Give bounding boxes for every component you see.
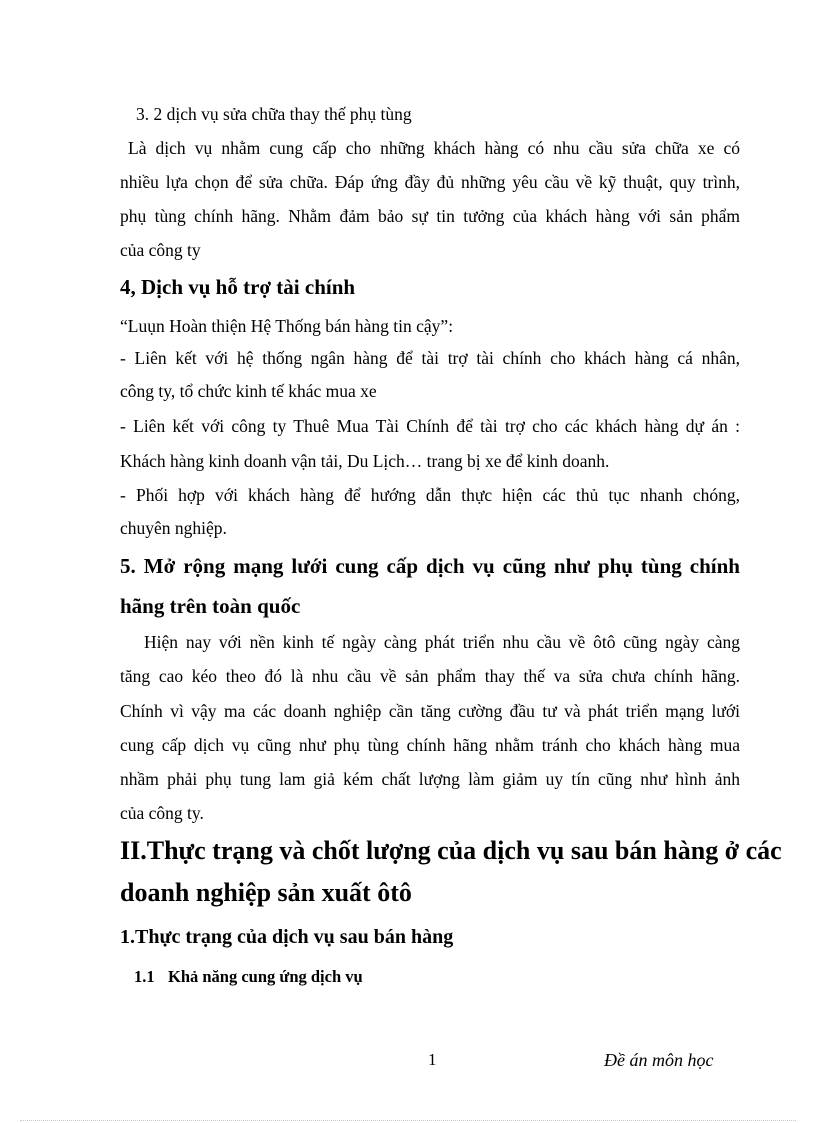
paragraph-line: chuyên nghiệp. bbox=[120, 518, 227, 538]
sub-heading: 1.Thực trạng của dịch vụ sau bán hàng bbox=[120, 926, 454, 948]
section-4-heading: 4, Dịch vụ hỗ trợ tài chính bbox=[120, 275, 356, 299]
chapter-2-heading-cont: doanh nghiệp sản xuất ôtô bbox=[120, 878, 412, 907]
page-number: 1 bbox=[428, 1050, 437, 1069]
paragraph-line: phụ tùng chính hãng. Nhằm đảm bảo sự tin tưởng của khách hàng với sản phẩm bbox=[120, 206, 740, 226]
page-separator bbox=[20, 1120, 796, 1121]
paragraph-line: Chính vì vậy ma các doanh nghiệp cần tăng cường đầu tư và phát triển mạng lưới bbox=[120, 701, 740, 721]
paragraph-line: Hiện nay với nền kinh tế ngày càng phát triển nhu cầu về ôtô cũng ngày càng bbox=[144, 632, 740, 652]
section-3-2-heading: 3. 2 dịch vụ sửa chữa thay thế phụ tùng bbox=[136, 104, 412, 124]
paragraph-line: nhầm phải phụ tung lam giả kém chất lượng làm giảm uy tín cũng như hình ảnh bbox=[120, 769, 740, 789]
paragraph-line: của công ty. bbox=[120, 803, 204, 823]
paragraph-line: Là dịch vụ nhằm cung cấp cho những khách hàng có nhu cầu sửa chữa xe có bbox=[128, 138, 740, 158]
sub-sub-heading: Khả năng cung ứng dịch vụ bbox=[168, 967, 363, 986]
paragraph-line: nhiều lựa chọn để sửa chữa. Đáp ứng đầy đủ những yêu cầu về kỹ thuật, quy trình, bbox=[120, 172, 740, 192]
section-5-heading-cont: hãng trên toàn quốc bbox=[120, 594, 301, 618]
paragraph-line: tăng cao kéo theo đó là nhu cầu về sản phẩm thay thế va sửa chưa chính hãng. bbox=[120, 666, 740, 686]
chapter-2-heading: II.Thực trạng và chốt lượng của dịch vụ sau bán hàng ở các bbox=[120, 836, 782, 865]
paragraph-line: Khách hàng kinh doanh vận tải, Du Lịch… trang bị xe để kinh doanh. bbox=[120, 451, 610, 471]
sub-sub-number: 1.1 bbox=[134, 967, 155, 986]
paragraph-line: - Liên kết với hệ thống ngân hàng để tài trợ tài chính cho khách hàng cá nhân, bbox=[120, 348, 740, 368]
section-4-quote: “Luụn Hoàn thiện Hệ Thống bán hàng tin cậy”: bbox=[120, 316, 454, 336]
paragraph-line: công ty, tổ chức kinh tế khác mua xe bbox=[120, 381, 377, 401]
paragraph-line: cung cấp dịch vụ cũng như phụ tùng chính hãng nhằm tránh cho khách hàng mua bbox=[120, 735, 740, 755]
section-5-heading: 5. Mở rộng mạng lưới cung cấp dịch vụ cũng như phụ tùng chính bbox=[120, 554, 740, 578]
paragraph-line: - Phối hợp với khách hàng để hướng dẫn thực hiện các thủ tục nhanh chóng, bbox=[120, 485, 740, 505]
paragraph-line: - Liên kết với công ty Thuê Mua Tài Chính để tài trợ cho các khách hàng dự án : bbox=[120, 416, 740, 436]
paragraph-line: của công ty bbox=[120, 240, 201, 260]
footer-title: Đề án môn học bbox=[604, 1050, 714, 1070]
